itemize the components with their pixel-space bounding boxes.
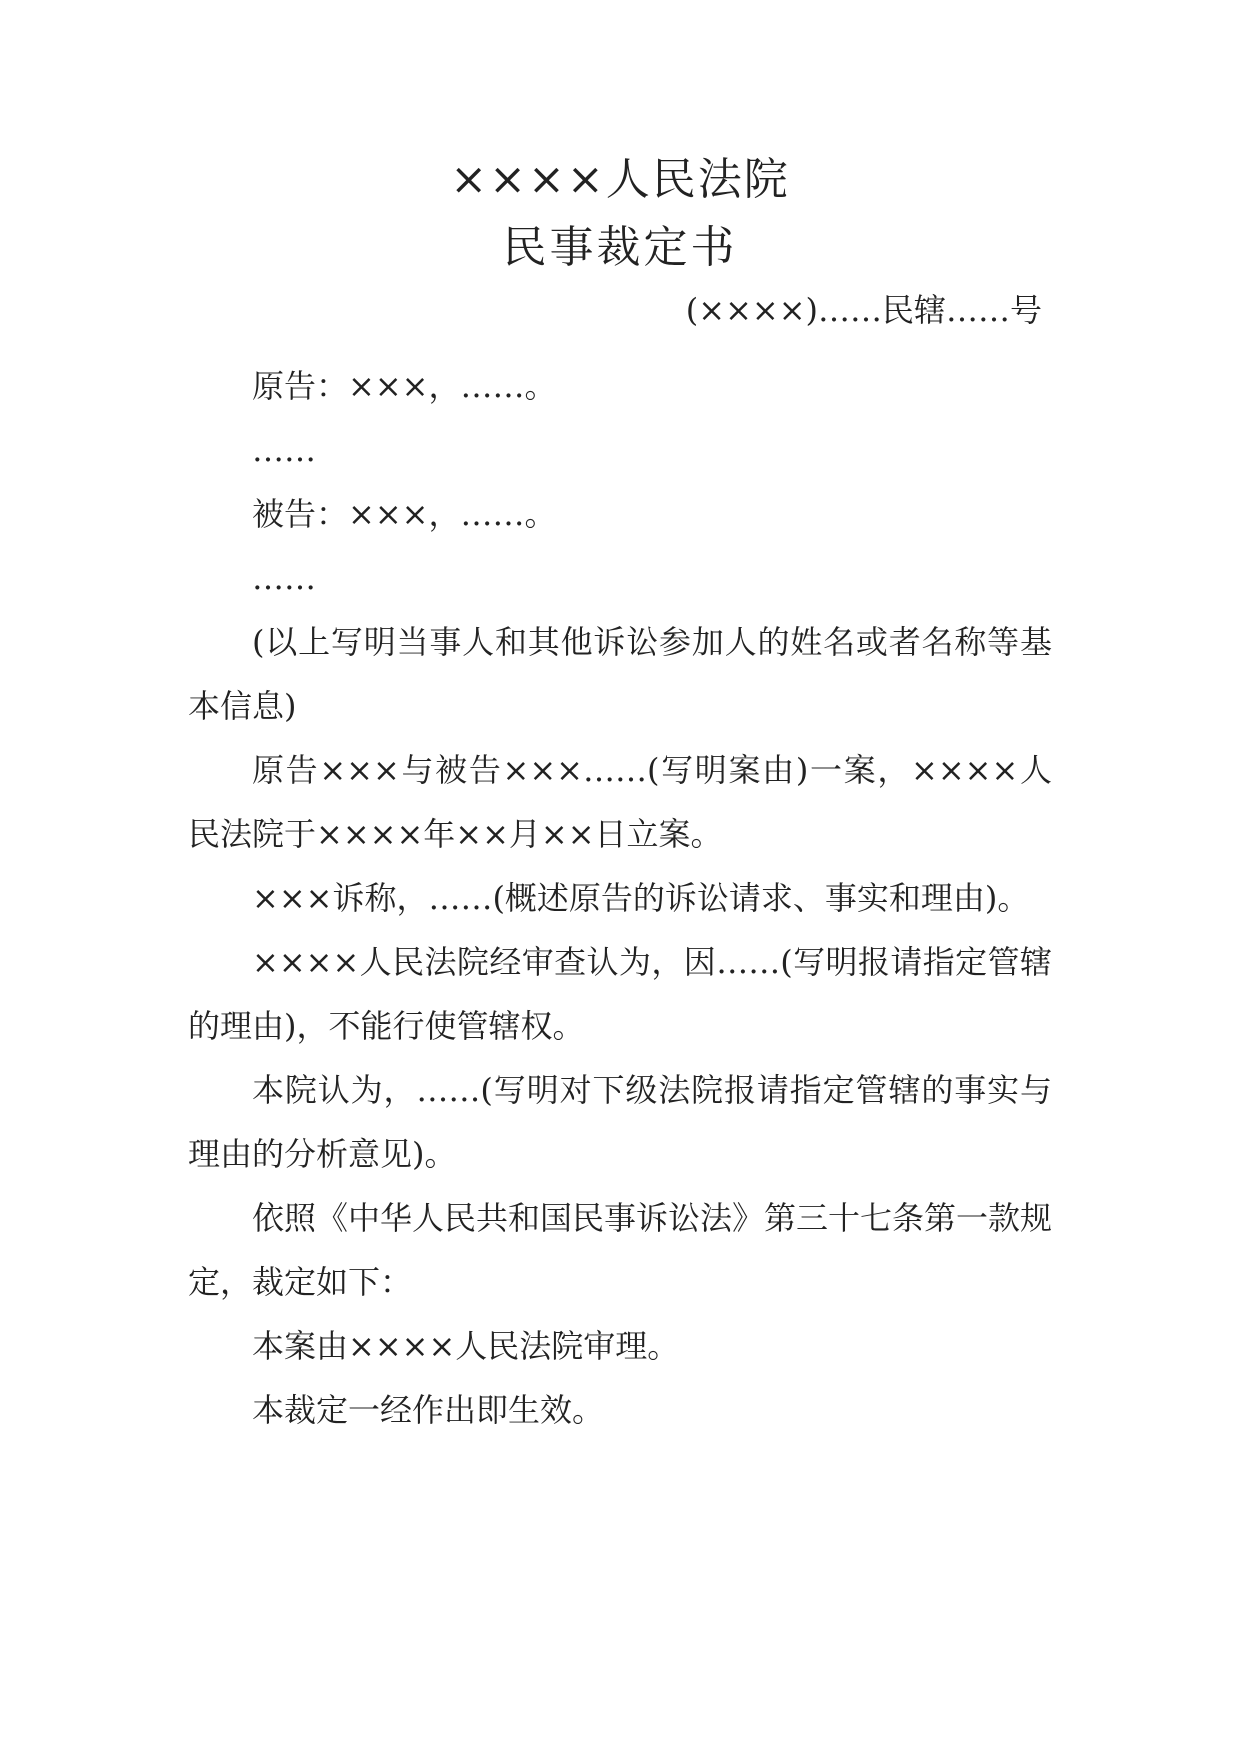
plaintiff-line: 原告：×××，……。 <box>252 367 557 405</box>
court-name: ××××人民法院 <box>450 154 790 205</box>
court-opinion-paragraph: 本院认为，……(写明对下级法院报请指定管辖的事实与理由的分析意见)。 <box>188 1071 1052 1173</box>
document-body <box>188 354 1052 1442</box>
lower-court-paragraph: ××××人民法院经审查认为，因……(写明报请指定管辖的理由)，不能行使管辖权。 <box>188 943 1052 1045</box>
ruling-paragraph: 本案由××××人民法院审理。 <box>252 1327 680 1365</box>
effect-paragraph: 本裁定一经作出即生效。 <box>252 1391 605 1429</box>
legal-basis-paragraph: 依照《中华人民共和国民事诉讼法》第三十七条第一款规定，裁定如下： <box>188 1199 1053 1301</box>
defendant-ellipsis: …… <box>252 559 316 597</box>
document-title: 民事裁定书 <box>502 222 738 273</box>
claim-paragraph: ×××诉称，……(概述原告的诉讼请求、事实和理由)。 <box>252 879 1030 917</box>
case-number: (××××)……民辖……号 <box>685 291 1042 329</box>
parties-note: (以上写明当事人和其他诉讼参加人的姓名或者名称等基本信息) <box>188 623 1052 725</box>
defendant-line: 被告：×××，……。 <box>252 495 557 533</box>
case-intro-paragraph: 原告×××与被告×××……(写明案由)一案，××××人民法院于××××年××月××日立案。 <box>188 751 1052 853</box>
plaintiff-ellipsis: …… <box>252 431 316 469</box>
